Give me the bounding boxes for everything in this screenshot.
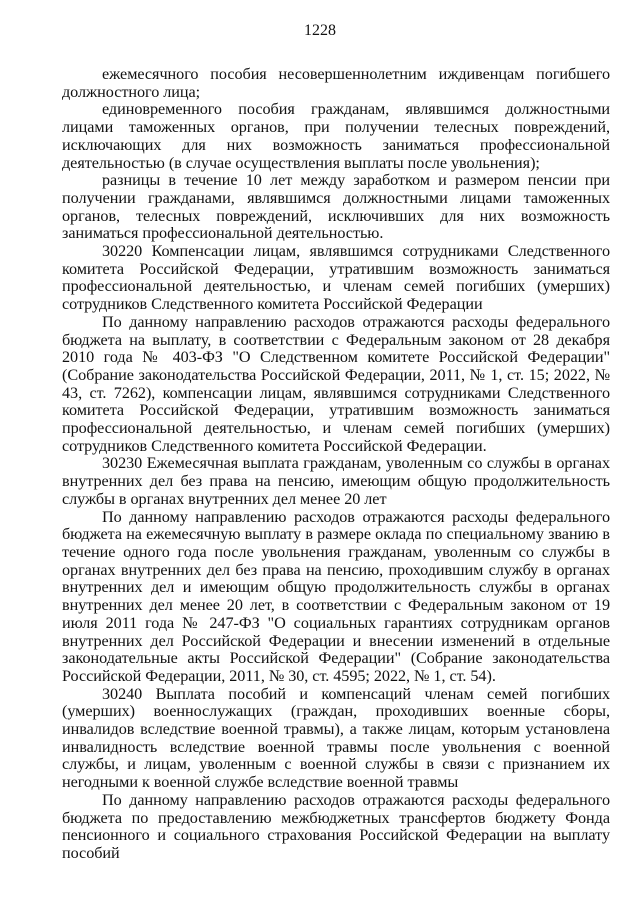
paragraph: По данному направлению расходов отражаются расходы федерального бюджета по предоставлению межбюджетных трансфертов бюджету Фонда пенсионного и социального страхования Российской Федерации на выплату пособий: [62, 790, 610, 862]
page-number: 1228: [304, 22, 336, 39]
paragraph: По данному направлению расходов отражаются расходы федерального бюджета на выплату, в соответствии с Федеральным законом от 28 декабря 2010 года № 403-ФЗ "О Следственном комитете Российской Федерации" (Собрание законодательства Российской Федерации, 2011, № 1, ст. 15; 2022, № 43, ст. 7262), компенсации лицам, являвшимся сотрудниками Следственного комитета Российской Федерации, утратившим возможность заниматься профессиональной деятельностью, и членам семей погибших (умерших) сотрудников Следственного комитета Российской Федерации.: [62, 312, 610, 455]
paragraph: единовременного пособия гражданам, являвшимся должностными лицами таможенных органов, при получении телесных повреждений, исключающих для них возможность заниматься профессиональной деятельностью (в случае осуществления выплаты после увольнения);: [62, 100, 610, 172]
paragraph: ежемесячного пособия несовершеннолетним иждивенцам погибшего должностного лица;: [62, 65, 610, 101]
section-heading: 30220 Компенсации лицам, являвшимся сотрудниками Следственного комитета Российской Федерации, утратившим возможность заниматься профессиональной деятельностью, и членам семей погибших (умерших) сотрудников Следственного комитета Российской Федерации: [62, 242, 610, 314]
document-body: [62, 66, 610, 863]
paragraph: По данному направлению расходов отражаются расходы федерального бюджета на ежемесячную выплату в размере оклада по специальному званию в течение одного года после увольнения гражданам, уволенным со службы в органах внутренних дел без права на пенсию, проходившим службу в органах внутренних дел и имеющим общую продолжительность службы в органах внутренних дел менее 20 лет, в соответствии с Федеральным законом от 19 июля 2011 года № 247-ФЗ "О социальных гарантиях сотрудникам органов внутренних дел Российской Федерации и внесении изменений в отдельные законодательные акты Российской Федерации" (Собрание законодательства Российской Федерации, 2011, № 30, ст. 4595; 2022, № 1, ст. 54).: [62, 507, 610, 685]
paragraph: разницы в течение 10 лет между заработком и размером пенсии при получении гражданами, являвшимся должностными лицами таможенных органов, телесных повреждений, исключивших для них возможность заниматься профессиональной деятельностью.: [62, 171, 610, 243]
section-heading: 30230 Ежемесячная выплата гражданам, уволенным со службы в органах внутренних дел без права на пенсию, имеющим общую продолжительность службы в органах внутренних дел менее 20 лет: [62, 454, 610, 508]
section-heading: 30240 Выплата пособий и компенсаций членам семей погибших (умерших) военнослужащих (граждан, проходивших военные сборы, инвалидов вследствие военной травмы), а также лицам, которым установлена инвалидность вследствие военной травмы после увольнения с военной службы, и лицам, уволенным с военной службы в связи с признанием их негодными к военной службе вследствие военной травмы: [62, 684, 610, 792]
